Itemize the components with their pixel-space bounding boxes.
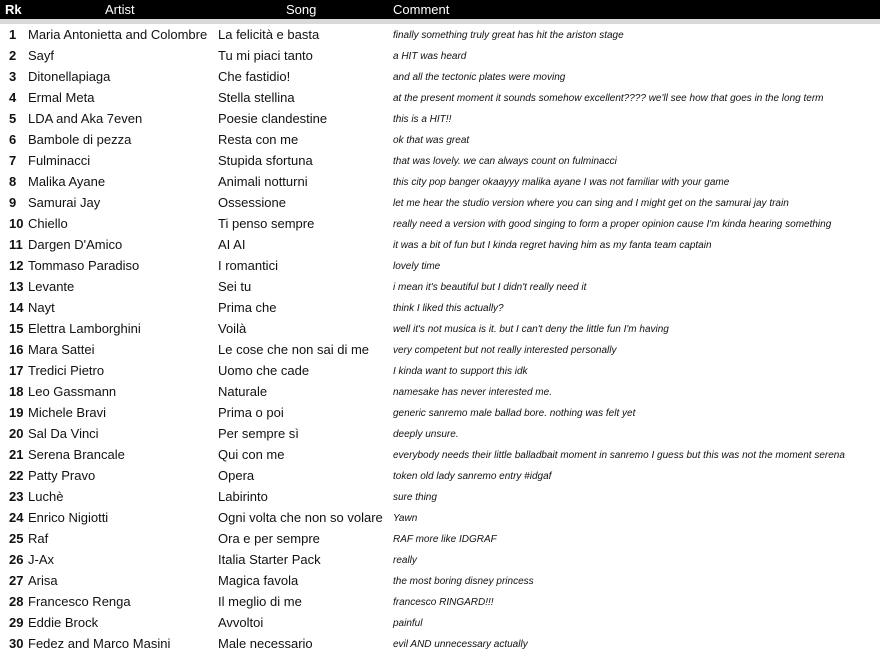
table-row: [0, 633, 880, 654]
comment-cell: think I liked this actually?: [393, 303, 504, 314]
artist-cell: Fulminacci: [28, 153, 91, 168]
rank-cell: 5: [9, 111, 17, 126]
comment-cell: this is a HIT!!: [393, 114, 452, 125]
comment-cell: sure thing: [393, 492, 437, 503]
rank-cell: 23: [9, 489, 24, 504]
table-row: [0, 423, 880, 444]
table-row: [0, 381, 880, 402]
song-cell: Prima che: [218, 300, 277, 315]
artist-cell: Malika Ayane: [28, 174, 106, 189]
artist-cell: Eddie Brock: [28, 615, 99, 630]
table-row: [0, 465, 880, 486]
rank-cell: 4: [9, 90, 17, 105]
rank-cell: 2: [9, 48, 17, 63]
comment-cell: well it's not musica is it. but I can't deny the little fun I'm having: [393, 324, 669, 335]
table-row: [0, 213, 880, 234]
rank-cell: 7: [9, 153, 17, 168]
artist-cell: Ditonellapiaga: [28, 69, 111, 84]
artist-cell: J-Ax: [28, 552, 54, 567]
rank-cell: 17: [9, 363, 24, 378]
artist-cell: Patty Pravo: [28, 468, 96, 483]
header-song: Song: [286, 2, 317, 17]
comment-cell: finally something truly great has hit the ariston stage: [393, 30, 624, 41]
artist-cell: Sal Da Vinci: [28, 426, 99, 441]
table-row: [0, 234, 880, 255]
song-cell: Voilà: [218, 321, 247, 336]
table-header: [0, 0, 880, 24]
song-cell: Tu mi piaci tanto: [218, 48, 313, 63]
artist-cell: Michele Bravi: [28, 405, 107, 420]
rank-cell: 1: [9, 27, 17, 42]
table-row: [0, 129, 880, 150]
artist-cell: Francesco Renga: [28, 594, 131, 609]
comment-cell: i mean it's beautiful but I didn't really need it: [393, 282, 587, 293]
table-row: [0, 276, 880, 297]
comment-cell: and all the tectonic plates were moving: [393, 72, 566, 83]
rank-cell: 14: [9, 300, 24, 315]
artist-cell: Ermal Meta: [28, 90, 95, 105]
table-row: [0, 612, 880, 633]
comment-cell: really: [393, 555, 417, 566]
artist-cell: Luchè: [28, 489, 64, 504]
song-cell: Le cose che non sai di me: [218, 342, 370, 357]
song-cell: Ti penso sempre: [218, 216, 315, 231]
table-row: [0, 591, 880, 612]
table-row: [0, 360, 880, 381]
comment-cell: that was lovely. we can always count on fulminacci: [393, 156, 617, 167]
song-cell: Ora e per sempre: [218, 531, 320, 546]
artist-cell: Serena Brancale: [28, 447, 125, 462]
table-body: [0, 24, 880, 654]
song-cell: La felicità e basta: [218, 27, 320, 42]
rank-cell: 6: [9, 132, 17, 147]
song-cell: Il meglio di me: [218, 594, 302, 609]
comment-cell: the most boring disney princess: [393, 576, 534, 587]
song-cell: Labirinto: [218, 489, 268, 504]
rank-cell: 21: [9, 447, 24, 462]
song-cell: Prima o poi: [218, 405, 284, 420]
comment-cell: a HIT was heard: [393, 51, 467, 62]
comment-cell: namesake has never interested me.: [393, 387, 552, 398]
header-rank: Rk: [5, 2, 22, 17]
song-cell: Ogni volta che non so volare: [218, 510, 383, 525]
table-row: [0, 528, 880, 549]
comment-cell: this city pop banger okaayyy malika ayane I was not familiar with your game: [393, 177, 730, 188]
song-cell: I romantici: [218, 258, 278, 273]
song-cell: Stella stellina: [218, 90, 295, 105]
song-cell: Male necessario: [218, 636, 313, 651]
table-row: [0, 192, 880, 213]
song-cell: Animali notturni: [218, 174, 308, 189]
table-row: [0, 87, 880, 108]
comment-cell: ok that was great: [393, 135, 470, 146]
table-row: [0, 444, 880, 465]
song-cell: Qui con me: [218, 447, 285, 462]
artist-cell: Raf: [28, 531, 49, 546]
comment-cell: francesco RINGARD!!!: [393, 597, 494, 608]
table-row: [0, 507, 880, 528]
song-cell: AI AI: [218, 237, 246, 252]
comment-cell: at the present moment it sounds somehow excellent???? we'll see how that goes in the long term: [393, 93, 824, 104]
song-cell: Poesie clandestine: [218, 111, 328, 126]
comment-cell: everybody needs their little balladbait moment in sanremo I guess but this was not the moment serena: [393, 450, 845, 461]
song-cell: Resta con me: [218, 132, 299, 147]
table-row: [0, 66, 880, 87]
rank-cell: 16: [9, 342, 24, 357]
rank-cell: 28: [9, 594, 24, 609]
rank-cell: 22: [9, 468, 24, 483]
comment-cell: evil AND unnecessary actually: [393, 639, 528, 650]
rank-cell: 24: [9, 510, 24, 525]
rank-cell: 13: [9, 279, 24, 294]
rank-cell: 27: [9, 573, 24, 588]
comment-cell: let me hear the studio version where you can sing and I might get on the samurai jay train: [393, 198, 789, 209]
artist-cell: Mara Sattei: [28, 342, 95, 357]
rank-cell: 19: [9, 405, 24, 420]
rank-cell: 25: [9, 531, 24, 546]
comment-cell: lovely time: [393, 261, 441, 272]
song-cell: Che fastidio!: [218, 69, 291, 84]
table-row: [0, 255, 880, 276]
artist-cell: Fedez and Marco Masini: [28, 636, 171, 651]
comment-cell: it was a bit of fun but I kinda regret having him as my fanta team captain: [393, 240, 712, 251]
table-row: [0, 549, 880, 570]
rank-cell: 15: [9, 321, 24, 336]
table-row: [0, 402, 880, 423]
song-cell: Sei tu: [218, 279, 252, 294]
comment-cell: I kinda want to support this idk: [393, 366, 528, 377]
rank-cell: 18: [9, 384, 24, 399]
table-row: [0, 24, 880, 45]
table-row: [0, 171, 880, 192]
artist-cell: Enrico Nigiotti: [28, 510, 109, 525]
artist-cell: LDA and Aka 7even: [28, 111, 143, 126]
rank-cell: 10: [9, 216, 24, 231]
rank-cell: 20: [9, 426, 24, 441]
rank-cell: 12: [9, 258, 24, 273]
song-cell: Magica favola: [218, 573, 299, 588]
table-row: [0, 570, 880, 591]
rank-cell: 9: [9, 195, 17, 210]
song-cell: Avvoltoi: [218, 615, 264, 630]
artist-cell: Levante: [28, 279, 75, 294]
artist-cell: Bambole di pezza: [28, 132, 132, 147]
rank-cell: 3: [9, 69, 17, 84]
song-cell: Naturale: [218, 384, 268, 399]
artist-cell: Sayf: [28, 48, 55, 63]
artist-cell: Leo Gassmann: [28, 384, 117, 399]
comment-cell: generic sanremo male ballad bore. nothing was felt yet: [393, 408, 636, 419]
header-artist: Artist: [105, 2, 135, 17]
comment-cell: very competent but not really interested personally: [393, 345, 617, 356]
comment-cell: token old lady sanremo entry #idgaf: [393, 471, 552, 482]
comment-cell: really need a version with good singing to form a proper opinion cause I'm kinda hearing something: [393, 219, 832, 230]
rank-cell: 11: [9, 237, 23, 252]
table-row: [0, 297, 880, 318]
comment-cell: Yawn: [393, 513, 418, 524]
song-cell: Ossessione: [218, 195, 286, 210]
song-cell: Stupida sfortuna: [218, 153, 313, 168]
artist-cell: Nayt: [28, 300, 55, 315]
artist-cell: Arisa: [28, 573, 58, 588]
comment-cell: painful: [393, 618, 423, 629]
artist-cell: Maria Antonietta and Colombre: [28, 27, 208, 42]
table-row: [0, 45, 880, 66]
table-row: [0, 150, 880, 171]
song-cell: Italia Starter Pack: [218, 552, 321, 567]
rank-cell: 8: [9, 174, 17, 189]
artist-cell: Dargen D'Amico: [28, 237, 123, 252]
rank-cell: 29: [9, 615, 24, 630]
table-row: [0, 108, 880, 129]
table-row: [0, 339, 880, 360]
song-cell: Per sempre sì: [218, 426, 299, 441]
artist-cell: Tommaso Paradiso: [28, 258, 140, 273]
comment-cell: RAF more like IDGRAF: [393, 534, 497, 545]
rank-cell: 30: [9, 636, 24, 651]
table-row: [0, 486, 880, 507]
artist-cell: Chiello: [28, 216, 68, 231]
comment-cell: deeply unsure.: [393, 429, 459, 440]
rank-cell: 26: [9, 552, 24, 567]
artist-cell: Tredici Pietro: [28, 363, 105, 378]
artist-cell: Elettra Lamborghini: [28, 321, 141, 336]
table-row: [0, 318, 880, 339]
header-comment: Comment: [393, 2, 450, 17]
song-cell: Opera: [218, 468, 255, 483]
artist-cell: Samurai Jay: [28, 195, 101, 210]
song-cell: Uomo che cade: [218, 363, 310, 378]
